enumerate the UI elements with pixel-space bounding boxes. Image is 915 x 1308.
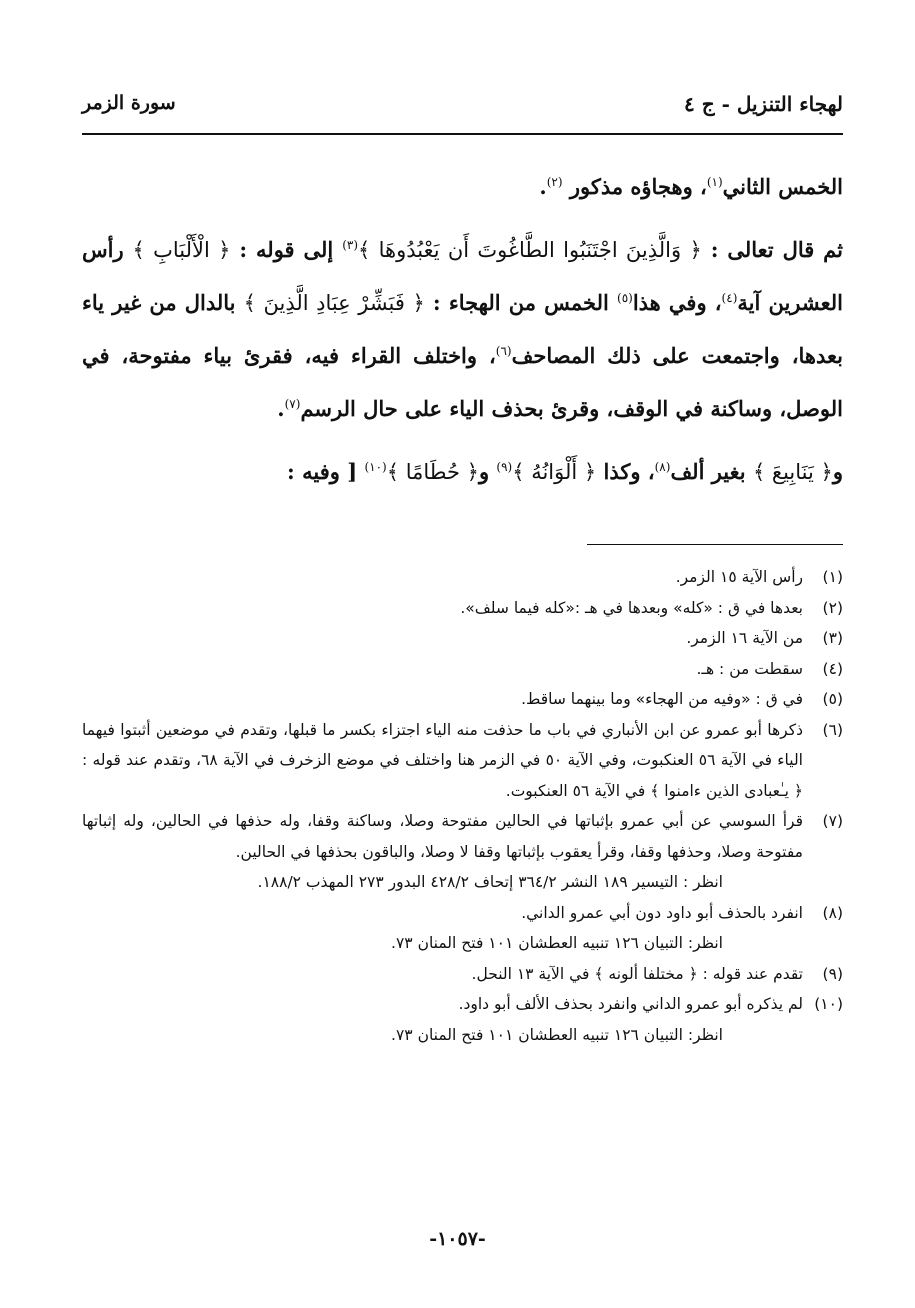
footnote-number: (٢) — [822, 598, 843, 617]
footnote-number: (٣) — [822, 629, 843, 647]
footnote-text: لم يذكره أبو عمرو الداني وانفرد بحذف الألف أبو داود. — [458, 995, 803, 1013]
text-run: ، وكذا — [596, 459, 655, 484]
running-header-surah-name: سورة الزمر — [82, 92, 176, 114]
text-run: . — [539, 174, 547, 199]
footnote-ref[interactable]: (١٠) — [364, 460, 387, 474]
text-run: ثم قال تعالى : — [701, 237, 844, 262]
footnote-ref[interactable]: (٧) — [284, 397, 301, 411]
main-paragraph-1 — [82, 158, 843, 211]
footnote-text: من الآية ١٦ الزمر. — [686, 629, 803, 647]
footnote — [82, 715, 843, 807]
footnote-ref[interactable]: (٨) — [654, 460, 671, 474]
footnote — [82, 959, 843, 990]
footnote — [82, 806, 843, 898]
quran-quote: ﴿ الْأَلْبَابِ ﴾ — [132, 238, 231, 262]
footnote-ref[interactable]: (١) — [706, 175, 723, 189]
footnote-number: (١٠) — [814, 995, 843, 1013]
main-paragraph-3 — [82, 443, 843, 496]
text-run: بالدال من غير ياء بعدها، واجتمعت على ذلك المصاحف — [82, 290, 843, 368]
footnote-number: (٦) — [822, 720, 843, 739]
text-run: الخمس الثاني — [722, 174, 843, 199]
quran-quote: ﴿ فَبَشِّرْ عِبَادِ الَّذِينَ ﴾ — [243, 291, 425, 315]
footnote-text: تقدم عند قوله : ﴿ مختلفا ألونه ﴾ في الآية ١٣ النحل. — [471, 964, 803, 983]
footnote-number: (٩) — [822, 964, 843, 983]
footnote-number: (٤) — [822, 659, 843, 678]
footnote-reference: انظر: التبيان ١٢٦ تنبيه العطشان ١٠١ فتح المنان ٧٣. — [391, 934, 723, 952]
footnote-number: (١) — [822, 568, 843, 586]
text-run: بغير ألف — [670, 459, 753, 484]
footnote-text: رأس الآية ١٥ الزمر. — [675, 568, 803, 586]
footnote-ref[interactable]: (٦) — [495, 344, 512, 358]
footnote-number: (٧) — [822, 812, 843, 830]
text-run: ، وهجاؤه مذكور — [569, 174, 707, 199]
footnote-text: سقطت من : هـ. — [696, 659, 803, 678]
footnote-text: انفرد بالحذف أبو داود دون أبي عمرو الداني. — [521, 903, 803, 922]
footnote — [82, 562, 843, 593]
footnote — [82, 593, 843, 624]
text-run: ، واختلف القراء فيه، فقرئ بياء مفتوحة، في الوصل، وساكنة في الوقف، وقرئ بحذف الياء على حال الرسم — [82, 343, 843, 421]
footnote — [82, 989, 843, 1050]
main-text — [82, 158, 843, 496]
running-header-book-title: لهجاء التنزيل - ج ٤ — [683, 92, 843, 116]
quran-quote: ﴿ يَنَابِيعَ ﴾ — [752, 460, 833, 484]
page-number: -١٠٥٧- — [429, 1228, 486, 1250]
header-divider — [82, 133, 843, 135]
text-run: الخمس من الهجاء : — [424, 290, 617, 315]
footnote — [82, 623, 843, 654]
text-run: و — [478, 459, 497, 484]
footnote-reference: انظر: التبيان ١٢٦ تنبيه العطشان ١٠١ فتح المنان ٧٣. — [391, 1025, 723, 1044]
text-run: إلى قوله : — [230, 237, 343, 262]
text-run: . — [277, 396, 285, 421]
text-run: ، وفي هذا — [632, 290, 722, 315]
footnote-text: قرأ السوسي عن أبي عمرو بإثباتها في الحالين مفتوحة وصلا، وساكنة وقفا، وله حذفها في الحالين، وله إثباتها مفتوحة وصلا، وحذفها وقفا، وقرأ يعقوب بإثباتها وقفا لا وصلا، والباقون بحذفها في الحالين. — [82, 812, 803, 861]
footnote-ref[interactable]: (٩) — [496, 460, 513, 474]
footnote-number: (٥) — [822, 690, 843, 708]
footnote-number: (٨) — [822, 903, 843, 922]
footnote-separator — [587, 544, 843, 545]
footnotes — [82, 562, 843, 1050]
footnote-ref[interactable]: (٢) — [546, 175, 563, 189]
footnote-ref[interactable]: (٥) — [617, 291, 633, 305]
text-run: و — [832, 459, 843, 484]
text-run: رأس العشرين آية — [82, 237, 843, 315]
footnote-ref[interactable]: (٣) — [342, 238, 359, 252]
footnote — [82, 898, 843, 959]
footnote — [82, 684, 843, 715]
footnote-text: بعدها في ق : «كله» وبعدها في هـ :«كله فيما سلف». — [460, 598, 803, 617]
footnote-text: ذكرها أبو عمرو عن ابن الأنباري في باب ما حذفت منه الياء اجتزاء بكسر ما قبلها، وتقدم في موضعين أثبتوا فيهما الياء في الآية ٥٦ العنكبوت، وفي الآية ٥٠ في الزمر هنا واختلف في موضع الزخرف في الآية ٦٨، وتقدم عند قوله : ﴿ يـٰعبادى الذين ءامنوا ﴾ في الآية ٥٦ العنكبوت. — [82, 720, 803, 800]
main-paragraph-2 — [82, 221, 843, 433]
footnote-ref[interactable]: (٤) — [721, 291, 738, 305]
text-run: [ وفيه : — [287, 459, 365, 484]
footnote-text: في ق : «وفيه من الهجاء» وما بينهما ساقط. — [521, 690, 803, 708]
quran-quote: ﴿ وَالَّذِينَ اجْتَنَبُوا الطَّاغُوتَ أَن يَعْبُدُوهَا ﴾ — [358, 238, 702, 262]
quran-quote: ﴿ أَلْوَانُهُ ﴾ — [512, 460, 597, 484]
footnote — [82, 654, 843, 685]
quran-quote: ﴿ حُطَامًا ﴾ — [386, 460, 479, 484]
footnote-reference: انظر : التيسير ١٨٩ النشر ٣٦٤/٢ إتحاف ٤٢٨/٢ البدور ٢٧٣ المهذب ١٨٨/٢. — [257, 873, 723, 891]
